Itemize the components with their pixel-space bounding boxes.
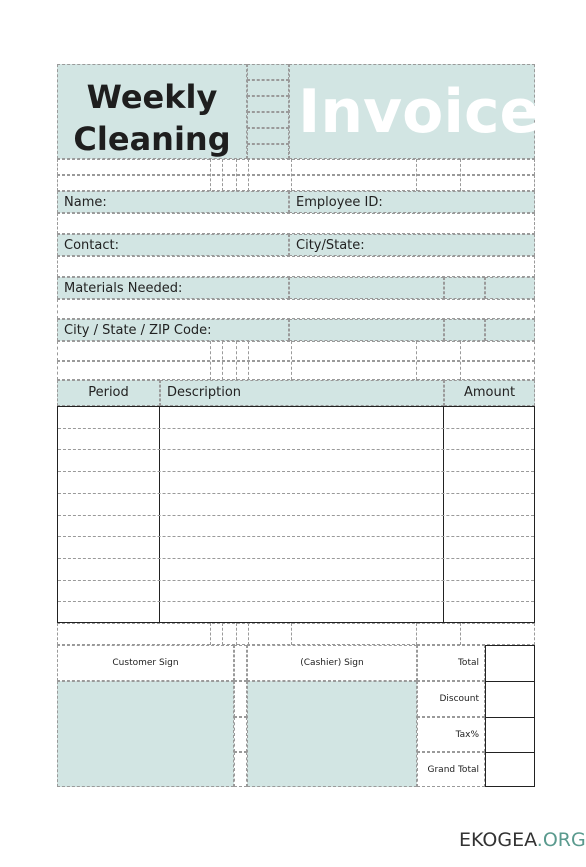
- grid-line: [416, 623, 417, 645]
- table-row[interactable]: [58, 558, 534, 580]
- blank-row: [57, 159, 535, 175]
- tax-label-cell: [417, 717, 485, 752]
- watermark: [459, 829, 586, 851]
- doc-title: [57, 76, 247, 160]
- total-label-cell: [417, 645, 485, 681]
- grid-line: [222, 623, 223, 645]
- city-state-label-cell: [289, 234, 535, 256]
- tax-value-box[interactable]: [485, 717, 535, 753]
- watermark-brand: EKOGEA: [459, 829, 537, 851]
- table-row[interactable]: [58, 406, 534, 428]
- materials-label-cell: [57, 277, 289, 299]
- employee-id-label-cell: [289, 191, 535, 213]
- blank-row: [57, 341, 535, 361]
- contact-label-cell: [57, 234, 289, 256]
- discount-value-box[interactable]: [485, 681, 535, 718]
- header-mini-cell: [247, 96, 289, 112]
- cashier-sign-label: (Cashier) Sign: [300, 658, 364, 668]
- grid-line: [222, 159, 223, 191]
- total-value-box[interactable]: [485, 645, 535, 682]
- grid-line: [210, 341, 211, 380]
- customer-sign-label: Customer Sign: [112, 658, 179, 668]
- sign-spacer-cell: [234, 681, 247, 717]
- grid-line: [210, 623, 211, 645]
- grand-total-label: Grand Total: [427, 764, 479, 775]
- grid-line: [248, 623, 249, 645]
- title-line-weekly: Weekly: [86, 78, 218, 116]
- discount-label: Discount: [439, 694, 479, 704]
- period-header: Period: [88, 385, 129, 400]
- table-row[interactable]: [58, 580, 534, 602]
- grid-line: [248, 159, 249, 191]
- table-row[interactable]: [58, 536, 534, 558]
- header-mini-cell: [247, 112, 289, 128]
- contact-value-row[interactable]: [57, 256, 535, 277]
- employee-id-label: Employee ID:: [296, 195, 383, 210]
- grid-line: [460, 159, 461, 191]
- header-mini-cell: [247, 64, 289, 80]
- materials-cell: [289, 277, 444, 299]
- blank-row: [57, 175, 535, 191]
- watermark-suffix: .ORG: [536, 829, 586, 851]
- customer-sign-label-cell: [57, 645, 234, 681]
- customer-sign-area[interactable]: [57, 681, 234, 787]
- grid-line: [416, 341, 417, 380]
- description-header: Description: [167, 385, 242, 400]
- sign-spacer-cell: [234, 645, 247, 681]
- city-state-zip-label: City / State / ZIP Code:: [64, 323, 212, 338]
- zip-cell: [485, 319, 535, 341]
- header-mini-cell: [247, 128, 289, 144]
- grid-line: [236, 159, 237, 191]
- grid-line: [291, 623, 292, 645]
- blank-row: [57, 361, 535, 380]
- tax-label: Tax%: [455, 729, 479, 740]
- grid-line: [236, 341, 237, 380]
- materials-value-row[interactable]: [57, 299, 535, 319]
- table-row[interactable]: [58, 471, 534, 493]
- title-line-cleaning: Cleaning: [73, 120, 231, 158]
- description-header-cell: [160, 380, 444, 406]
- sign-spacer-cell: [234, 717, 247, 752]
- grid-line: [460, 623, 461, 645]
- materials-cell: [485, 277, 535, 299]
- name-label: Name:: [64, 195, 107, 210]
- grid-line: [236, 623, 237, 645]
- zip-cell: [444, 319, 485, 341]
- grid-line: [291, 159, 292, 191]
- grand-total-label-cell: [417, 752, 485, 787]
- city-state-label: City/State:: [296, 238, 365, 253]
- amount-header: Amount: [463, 385, 516, 400]
- discount-label-cell: [417, 681, 485, 717]
- table-row[interactable]: [58, 515, 534, 537]
- zip-cell: [289, 319, 444, 341]
- grid-line: [416, 159, 417, 191]
- invoice-heading: Invoice: [298, 77, 541, 147]
- table-row[interactable]: [58, 493, 534, 515]
- header-mini-cell: [247, 144, 289, 159]
- materials-needed-label: Materials Needed:: [64, 281, 183, 296]
- total-label: Total: [457, 658, 479, 668]
- grid-line: [222, 341, 223, 380]
- cashier-sign-label-cell: [247, 645, 417, 681]
- grid-line: [248, 341, 249, 380]
- period-header-cell: [57, 380, 160, 406]
- table-row[interactable]: [58, 449, 534, 471]
- header-mini-cell: [247, 80, 289, 96]
- grid-line: [291, 341, 292, 380]
- amount-header-cell: [444, 380, 535, 406]
- cashier-sign-area[interactable]: [247, 681, 417, 787]
- grid-line: [210, 159, 211, 191]
- sign-spacer-cell: [234, 752, 247, 787]
- name-value-row[interactable]: [57, 213, 535, 234]
- zip-label-cell: [57, 319, 289, 341]
- materials-cell: [444, 277, 485, 299]
- table-row[interactable]: [58, 601, 534, 623]
- blank-row: [57, 623, 535, 645]
- grid-line: [460, 341, 461, 380]
- name-label-cell: [57, 191, 289, 213]
- contact-label: Contact:: [64, 238, 119, 253]
- table-row[interactable]: [58, 428, 534, 450]
- grand-total-value-box[interactable]: [485, 752, 535, 787]
